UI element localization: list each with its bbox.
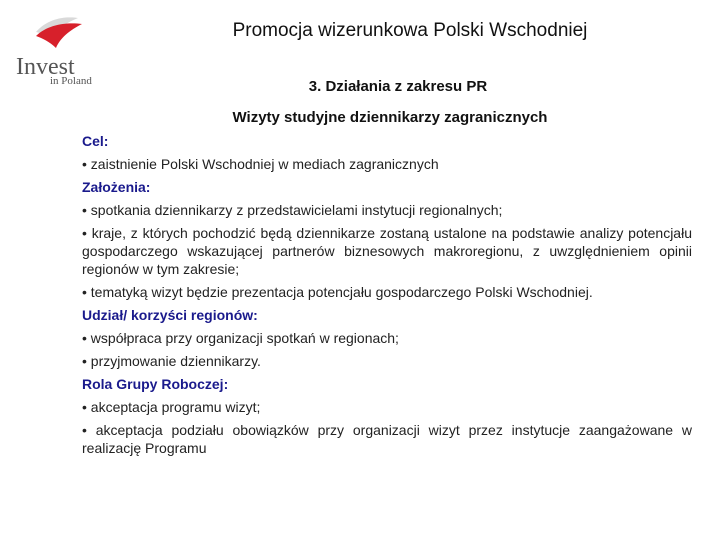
- subheading: Wizyty studyjne dziennikarzy zagranicznych: [232, 109, 548, 126]
- list-item: • zaistnienie Polski Wschodniej w mediach zagranicznych: [82, 156, 439, 172]
- heading-cel: Cel:: [82, 133, 109, 149]
- list-item: • akceptacja programu wizyt;: [82, 399, 261, 415]
- content-body: [82, 132, 692, 462]
- heading-rola: Rola Grupy Roboczej:: [82, 376, 229, 392]
- list-item: • przyjmowanie dziennikarzy.: [82, 353, 261, 369]
- list-item: • kraje, z których pochodzić będą dziennikarze zostaną ustalone na podstawie analizy potencjału gospodarczego wskazującej partnerów biznesowych makroregionu, z uwzględnieniem opinii regionów w tym zakresie;: [82, 225, 692, 277]
- list-item: • współpraca przy organizacji spotkań w regionach;: [82, 330, 399, 346]
- logo-text: Invest: [16, 54, 75, 80]
- list-item: • akceptacja podziału obowiązków przy organizacji wizyt przez instytucje zaangażowane w realizację Programu: [82, 422, 692, 456]
- list-item: • spotkania dziennikarzy z przedstawicielami instytucji regionalnych;: [82, 202, 503, 218]
- logo-flag-icon: [14, 14, 104, 86]
- list-item: • tematyką wizyt będzie prezentacja potencjału gospodarczego Polski Wschodniej.: [82, 284, 593, 300]
- invest-in-poland-logo: [14, 14, 104, 86]
- section-title: 3. Działania z zakresu PR: [308, 78, 488, 95]
- heading-udzial: Udział/ korzyści regionów:: [82, 307, 258, 323]
- page-title: Promocja wizerunkowa Polski Wschodniej: [232, 20, 588, 41]
- logo-subtext: in Poland: [50, 75, 92, 86]
- heading-zalozenia: Założenia:: [82, 179, 151, 195]
